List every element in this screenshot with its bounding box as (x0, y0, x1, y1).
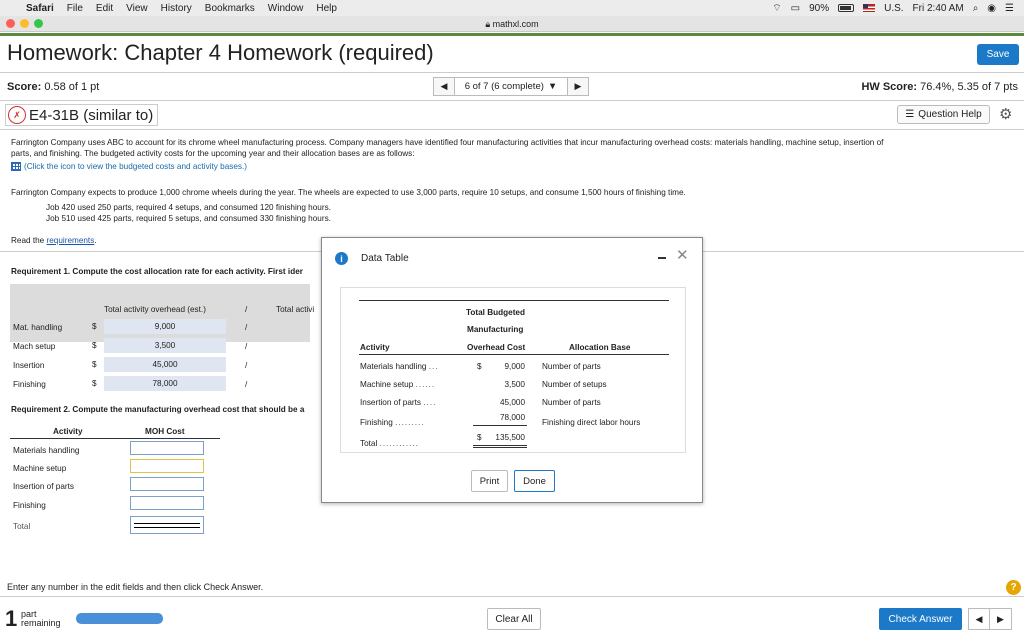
input-source[interactable]: U.S. (884, 2, 904, 14)
row-base: Number of setups (542, 380, 607, 389)
print-button[interactable]: Print (471, 470, 508, 492)
moh-materials-handling-input[interactable] (130, 441, 204, 455)
header-rule (359, 354, 669, 355)
score: Score: 0.58 of 1 pt (7, 81, 100, 93)
moh-total-input[interactable] (130, 516, 204, 534)
partial-credit-icon: ✗ (8, 106, 26, 124)
gear-icon[interactable]: ⚙ (999, 106, 1013, 123)
question-pager (433, 77, 589, 96)
moh-finishing-input[interactable] (130, 496, 204, 510)
req2-row-label: Materials handling (13, 446, 80, 455)
job-510-text: Job 510 used 425 parts, required 5 setups, and consumed 330 finishing hours. (46, 214, 331, 223)
req1-row-label: Insertion (13, 361, 45, 370)
req1-row-label: Mat. handling (13, 323, 63, 332)
divider (0, 129, 1024, 130)
previous-button[interactable]: ◀ (968, 608, 990, 630)
dialog-header (322, 238, 702, 280)
col-header-line1: Total Budgeted (466, 308, 525, 317)
total-double-rule (473, 445, 527, 448)
header-stripe (0, 33, 1024, 36)
score-value: 0.58 of 1 pt (44, 81, 100, 93)
req2-row-label: Machine setup (13, 464, 67, 473)
row-dollar: $ (477, 362, 482, 371)
col-header-line2: Manufacturing (467, 325, 524, 334)
row-base: Finishing direct labor hours (542, 418, 641, 427)
col-overhead-cost: Overhead Cost (467, 343, 526, 352)
clear-all-button[interactable]: Clear All (487, 608, 541, 630)
parts-remaining-count: 1 (5, 606, 18, 631)
hw-score-value: 76.4%, 5.35 of 7 pts (920, 81, 1018, 93)
menu-history[interactable]: History (160, 2, 192, 14)
minimize-icon[interactable] (658, 257, 666, 259)
table-grid-icon[interactable] (11, 162, 21, 171)
row-activity: Finishing ......... (360, 418, 425, 427)
exercise-id: E4-31B (similar to) (29, 106, 154, 124)
next-button[interactable]: ▶ (990, 608, 1012, 630)
menu-bookmarks[interactable]: Bookmarks (204, 2, 255, 14)
dropdown-caret-icon: ▼ (547, 81, 558, 92)
menu-help[interactable]: Help (316, 2, 337, 14)
moh-machine-setup-input[interactable] (130, 459, 204, 473)
exercise-label (5, 104, 158, 126)
parts-remaining-label: part remaining (21, 609, 61, 628)
req1-overhead-value: 3,500 (104, 338, 226, 353)
divider (0, 100, 1024, 101)
menu-edit[interactable]: Edit (95, 2, 114, 14)
menubar-status-area (772, 0, 1014, 16)
requirement-2-text: Requirement 2. Compute the manufacturing overhead cost that should be a (11, 405, 305, 414)
notification-center-icon[interactable]: ☰ (1005, 2, 1014, 14)
req1-slash: / (245, 361, 248, 370)
data-table-link[interactable]: (Click the icon to view the budgeted costs and activity bases.) (11, 161, 247, 172)
dialog-title: Data Table (361, 253, 409, 264)
req2-row-label: Finishing (13, 501, 46, 510)
wifi-icon[interactable]: ⌔ (772, 2, 782, 14)
col-activity: Activity (360, 343, 390, 352)
moh-insertion-input[interactable] (130, 477, 204, 491)
req1-overhead-value: 45,000 (104, 357, 226, 372)
req1-slash: / (245, 380, 248, 389)
req1-slash: / (245, 342, 248, 351)
req2-total-label: Total (13, 522, 31, 531)
row-cost: 3,500 (504, 380, 525, 389)
address-bar[interactable] (0, 19, 1024, 30)
hw-score: HW Score: 76.4%, 5.35 of 7 pts (861, 81, 1018, 93)
req1-row-label: Finishing (13, 380, 46, 389)
req2-row-label: Insertion of parts (13, 482, 74, 491)
req1-overhead-value: 78,000 (104, 376, 226, 391)
req1-col-slash: / (245, 305, 248, 314)
problem-paragraph-1: Farrington Company uses ABC to account for its chrome wheel manufacturing process. Company managers have identified four manufacturing activities that incur manufacturing overhead costs: materials handling, machine setup, insertion of parts, and finishing. The budgeted activity costs for the upcoming year and their allocation bases are as follows: (11, 138, 884, 158)
menu-file[interactable]: File (66, 2, 83, 14)
req1-col-total-overhead: Total activity overhead (est.) (104, 305, 206, 314)
req1-dollar: $ (92, 341, 97, 350)
data-table (340, 287, 686, 453)
table-top-rule (359, 300, 669, 301)
lock-icon: 🔒︎ (485, 19, 491, 29)
requirement-1-text: Requirement 1. Compute the cost allocation rate for each activity. First ider (11, 267, 303, 276)
menu-window[interactable]: Window (267, 2, 304, 14)
req1-dollar: $ (92, 322, 97, 331)
instruction-text: Enter any number in the edit fields and then click Check Answer. (7, 582, 264, 592)
row-cost: 78,000 (499, 413, 525, 422)
row-activity: Machine setup ...... (360, 380, 436, 389)
row-base: Number of parts (542, 362, 601, 371)
spotlight-search-icon[interactable]: ⌕ (972, 2, 979, 14)
us-flag-icon (863, 4, 875, 12)
help-icon[interactable]: ? (1006, 580, 1021, 595)
question-selector[interactable]: 6 of 7 (6 complete) ▼ (455, 77, 567, 96)
job-420-text: Job 420 used 250 parts, required 4 setups, and consumed 120 finishing hours. (46, 203, 331, 212)
req1-overhead-value: 9,000 (104, 319, 226, 334)
total-value: 135,500 (495, 433, 525, 442)
macos-menubar (0, 0, 1024, 16)
req2-header-row (10, 427, 220, 439)
info-icon: i (335, 252, 348, 265)
clock[interactable]: Fri 2:40 AM (912, 2, 964, 14)
row-activity: Insertion of parts .... (360, 398, 437, 407)
progress-bar (76, 613, 163, 624)
page-title: Homework: Chapter 4 Homework (required) (7, 40, 434, 65)
check-answer-button[interactable]: Check Answer (879, 608, 962, 630)
menu-view[interactable]: View (126, 2, 148, 14)
browser-titlebar (0, 16, 1024, 32)
total-dollar: $ (477, 433, 482, 442)
req2-col-moh-cost: MOH Cost (145, 427, 185, 436)
req2-col-activity: Activity (53, 427, 83, 436)
req1-slash: / (245, 323, 248, 332)
req1-dollar: $ (92, 379, 97, 388)
menu-app-name[interactable]: Safari (26, 2, 54, 14)
battery-percent: 90% (809, 2, 830, 14)
row-base: Number of parts (542, 398, 601, 407)
row-cost: 9,000 (504, 362, 525, 371)
siri-icon[interactable]: ◉ (987, 2, 997, 14)
read-requirements: Read the requirements. (11, 236, 97, 245)
list-icon: ☰ (905, 109, 915, 120)
total-label: Total ............ (360, 439, 419, 448)
previous-question-button[interactable]: ◀ (433, 77, 455, 96)
row-activity: Materials handling ... (360, 362, 439, 371)
col-allocation-base: Allocation Base (569, 343, 631, 352)
airplay-icon[interactable]: ▭ (790, 2, 801, 14)
url-text: mathxl.com (492, 19, 539, 29)
subtotal-rule (473, 425, 527, 426)
row-cost: 45,000 (499, 398, 525, 407)
problem-paragraph-2: Farrington Company expects to produce 1,000 chrome wheels during the year. The wheels are expected to use 3,000 parts, require 10 setups, and consume 1,500 hours of finishing time. (11, 188, 686, 197)
save-button[interactable]: Save (977, 44, 1019, 65)
question-help-button[interactable]: ☰ Question Help (897, 105, 990, 124)
req1-row-label: Mach setup (13, 342, 56, 351)
divider (0, 72, 1024, 73)
battery-icon[interactable] (838, 4, 854, 12)
req1-col-total-activity: Total activi (276, 305, 315, 314)
done-button[interactable]: Done (514, 470, 555, 492)
progress-fill (76, 613, 163, 624)
data-table-dialog (321, 237, 703, 503)
close-icon[interactable]: ✕ (676, 247, 689, 264)
next-question-button[interactable]: ▶ (567, 77, 589, 96)
requirements-link[interactable]: requirements (46, 236, 95, 245)
req1-dollar: $ (92, 360, 97, 369)
